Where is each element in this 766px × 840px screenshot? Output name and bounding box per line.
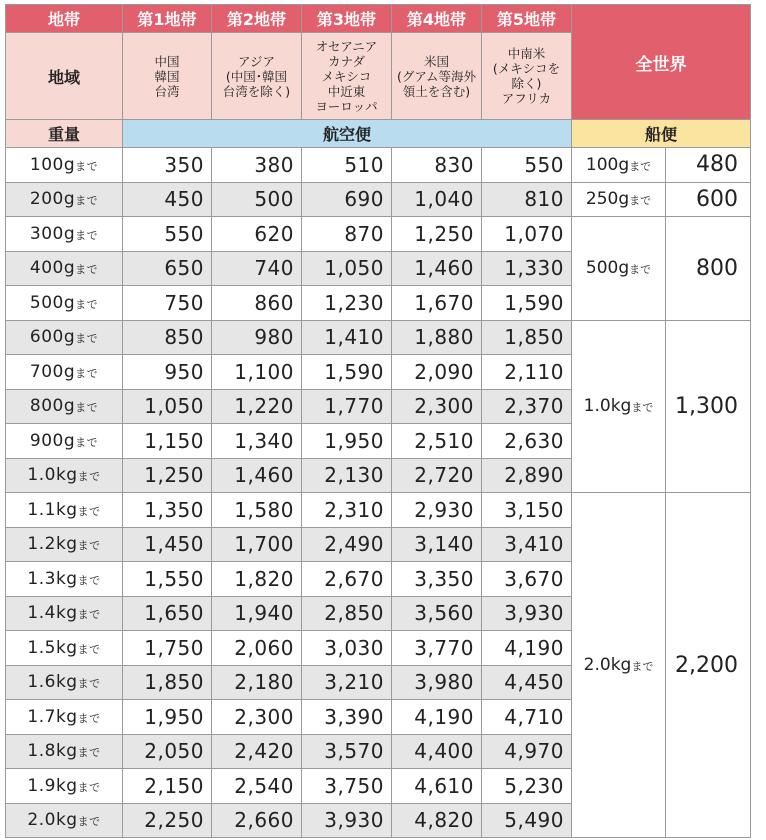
weight-unit: まで <box>77 677 101 691</box>
weight-value: 300g <box>29 223 76 244</box>
zone-2-price: 860 <box>212 286 302 321</box>
weight-cell <box>6 803 123 838</box>
weight-unit: まで <box>77 746 101 760</box>
seamail-weight-cell <box>572 182 666 217</box>
seamail-price: 600 <box>666 182 751 217</box>
zone-5-price: 5,490 <box>482 803 572 838</box>
zone-2-price: 1,700 <box>212 527 302 562</box>
weight-cell <box>6 355 123 390</box>
weight-unit: まで <box>77 642 101 656</box>
zone-4-price: 1,880 <box>392 320 482 355</box>
zone-3-price: 510 <box>302 148 392 183</box>
weight-value: 1.9kg <box>27 775 78 796</box>
weight-cell <box>6 389 123 424</box>
zone-5-price: 4,710 <box>482 700 572 735</box>
region-line: 台湾を除く) <box>222 83 291 99</box>
weight-value: 1.4kg <box>27 603 78 624</box>
zone-4-price: 2,930 <box>392 493 482 528</box>
zone-1-price: 350 <box>123 148 212 183</box>
weight-value: 1.6kg <box>27 672 78 693</box>
zone-1-price: 1,650 <box>123 596 212 631</box>
seamail-weight-cell <box>572 217 666 321</box>
zone-3-price: 3,390 <box>302 700 392 735</box>
weight-cell <box>6 286 123 321</box>
weight-cell <box>6 217 123 252</box>
zone-5-price: 3,150 <box>482 493 572 528</box>
weight-cell <box>6 148 123 183</box>
weight-value: 1.7kg <box>27 706 78 727</box>
zone-3-price: 3,570 <box>302 734 392 769</box>
weight-value: 700g <box>29 361 76 382</box>
zone-2-price: 1,460 <box>212 458 302 493</box>
zone-3-price: 3,030 <box>302 631 392 666</box>
region-line: ヨーロッパ <box>315 98 378 114</box>
zone-5-header: 第5地帯 <box>482 5 572 33</box>
zone-1-price: 2,150 <box>123 769 212 804</box>
weight-unit: まで <box>75 332 99 346</box>
seamail-weight-value: 250g <box>585 189 630 210</box>
region-line: カナダ <box>328 53 365 69</box>
zone-3-price: 1,590 <box>302 355 392 390</box>
zone-2-price: 2,060 <box>212 631 302 666</box>
zone-1-price: 450 <box>123 182 212 217</box>
weight-unit: まで <box>77 573 101 587</box>
region-line: 中近東 <box>327 83 366 99</box>
zone-4-price: 2,510 <box>392 424 482 459</box>
zone-4-price: 830 <box>392 148 482 183</box>
weight-unit: まで <box>75 366 99 380</box>
zone-3-price: 3,750 <box>302 769 392 804</box>
seamail-weight-unit: まで <box>629 159 652 173</box>
zone-2-price: 980 <box>212 320 302 355</box>
zone-3-price: 1,230 <box>302 286 392 321</box>
seamail-weight-value: 100g <box>585 154 630 175</box>
zone-3-header: 第3地帯 <box>302 5 392 33</box>
zone-4-header: 第4地帯 <box>392 5 482 33</box>
zone-1-price: 950 <box>123 355 212 390</box>
region-line: 領土を含む) <box>402 83 471 99</box>
zone-4-price: 3,770 <box>392 631 482 666</box>
weight-unit: まで <box>77 815 101 829</box>
rate-row <box>6 320 751 355</box>
weight-unit: まで <box>77 711 101 725</box>
zone-4-price: 4,610 <box>392 769 482 804</box>
zone-1-price: 1,750 <box>123 631 212 666</box>
seamail-weight-value: 2.0kg <box>583 655 632 675</box>
weight-unit: まで <box>75 194 99 208</box>
region-line: (中国･韓国 <box>225 68 288 84</box>
zone-3-price: 690 <box>302 182 392 217</box>
zone-2-price: 2,540 <box>212 769 302 804</box>
seamail-price: 2,200 <box>666 493 751 838</box>
zone-1-price: 1,450 <box>123 527 212 562</box>
zone-2-price: 2,180 <box>212 665 302 700</box>
region-line: 中南米 <box>507 46 546 61</box>
zone-4-price: 3,140 <box>392 527 482 562</box>
weight-unit: まで <box>77 608 101 622</box>
zone-header-row <box>6 5 751 33</box>
zone-2-price: 2,300 <box>212 700 302 735</box>
weight-unit: まで <box>77 470 101 484</box>
weight-cell <box>6 251 123 286</box>
weight-value: 200g <box>29 189 76 210</box>
region-line: 中国 <box>154 53 180 69</box>
weight-unit: まで <box>77 504 101 518</box>
rate-row <box>6 493 751 528</box>
weight-unit: まで <box>75 435 99 449</box>
zone-5-price: 2,110 <box>482 355 572 390</box>
zone-5-price: 4,970 <box>482 734 572 769</box>
region-line: 除く) <box>511 76 542 91</box>
weight-value: 400g <box>29 258 76 279</box>
weight-value: 900g <box>29 430 76 451</box>
zone-1-price: 1,050 <box>123 389 212 424</box>
seamail-price: 1,300 <box>666 320 751 493</box>
weight-value: 1.3kg <box>27 568 78 589</box>
zone-3-price: 2,850 <box>302 596 392 631</box>
zone-1-price: 1,550 <box>123 562 212 597</box>
weight-value: 1.8kg <box>27 741 78 762</box>
weight-unit: まで <box>75 297 99 311</box>
zone-3-price: 870 <box>302 217 392 252</box>
seamail-price: 480 <box>666 148 751 183</box>
seamail-weight-cell <box>572 320 666 493</box>
zone-1-regions <box>123 33 212 120</box>
zone-1-price: 550 <box>123 217 212 252</box>
zone-4-price: 4,190 <box>392 700 482 735</box>
weight-cell <box>6 320 123 355</box>
seamail-weight-unit: まで <box>631 401 654 415</box>
weight-cell <box>6 734 123 769</box>
zone-5-price: 2,890 <box>482 458 572 493</box>
weight-cell <box>6 182 123 217</box>
region-line: アジア <box>237 53 275 69</box>
weight-cell <box>6 665 123 700</box>
weight-unit: まで <box>75 401 99 415</box>
zone-2-price: 2,660 <box>212 803 302 838</box>
region-line: (メキシコを <box>492 61 561 76</box>
zone-2-header: 第2地帯 <box>212 5 302 33</box>
weight-value: 1.5kg <box>27 637 78 658</box>
weight-unit: まで <box>77 780 101 794</box>
region-line: アフリカ <box>501 91 552 106</box>
zone-3-price: 2,670 <box>302 562 392 597</box>
zone-4-price: 1,460 <box>392 251 482 286</box>
zone-3-price: 2,490 <box>302 527 392 562</box>
zone-4-price: 1,250 <box>392 217 482 252</box>
zone-1-price: 850 <box>123 320 212 355</box>
zone-4-price: 2,090 <box>392 355 482 390</box>
zone-4-regions <box>392 33 482 120</box>
zone-1-price: 1,950 <box>123 700 212 735</box>
weight-value: 100g <box>29 154 76 175</box>
postage-rate-table <box>5 4 751 838</box>
zone-2-price: 2,420 <box>212 734 302 769</box>
zone-5-price: 2,630 <box>482 424 572 459</box>
region-line: メキシコ <box>321 68 372 84</box>
weight-cell <box>6 527 123 562</box>
weight-value: 2.0kg <box>27 810 78 831</box>
region-line: (グアム等海外 <box>396 68 476 84</box>
region-line: 米国 <box>423 53 449 69</box>
zone-3-price: 1,410 <box>302 320 392 355</box>
weight-cell <box>6 458 123 493</box>
zone-5-price: 3,670 <box>482 562 572 597</box>
weight-cell <box>6 424 123 459</box>
weight-cell <box>6 700 123 735</box>
weight-unit: まで <box>75 263 99 277</box>
zone-2-price: 380 <box>212 148 302 183</box>
region-line: オセアニア <box>315 38 378 54</box>
zone-4-price: 2,300 <box>392 389 482 424</box>
rate-row <box>6 217 751 252</box>
zone-4-price: 3,980 <box>392 665 482 700</box>
rate-row <box>6 182 751 217</box>
weight-value: 1.1kg <box>27 499 78 520</box>
weight-value: 1.0kg <box>27 465 78 486</box>
zone-3-price: 2,310 <box>302 493 392 528</box>
weight-cell <box>6 596 123 631</box>
seamail-weight-cell <box>572 493 666 838</box>
zone-3-regions <box>302 33 392 120</box>
zone-2-regions <box>212 33 302 120</box>
rate-row <box>6 148 751 183</box>
zone-1-price: 650 <box>123 251 212 286</box>
zone-label: 地帯 <box>6 5 123 33</box>
zone-2-price: 1,340 <box>212 424 302 459</box>
zone-1-header: 第1地帯 <box>123 5 212 33</box>
zone-2-price: 620 <box>212 217 302 252</box>
zone-5-price: 1,070 <box>482 217 572 252</box>
zone-5-price: 810 <box>482 182 572 217</box>
zone-4-price: 1,040 <box>392 182 482 217</box>
zone-5-price: 1,850 <box>482 320 572 355</box>
zone-2-price: 500 <box>212 182 302 217</box>
seamail-weight-value: 500g <box>585 258 630 279</box>
zone-1-price: 1,150 <box>123 424 212 459</box>
zone-1-price: 1,850 <box>123 665 212 700</box>
zone-5-price: 3,930 <box>482 596 572 631</box>
zone-4-price: 1,670 <box>392 286 482 321</box>
weight-cell <box>6 562 123 597</box>
weight-value: 500g <box>29 292 76 313</box>
zone-2-price: 1,820 <box>212 562 302 597</box>
seamail-weight-cell <box>572 148 666 183</box>
weight-value: 600g <box>29 327 76 348</box>
zone-1-price: 2,250 <box>123 803 212 838</box>
weight-value: 1.2kg <box>27 534 78 555</box>
zone-3-price: 3,210 <box>302 665 392 700</box>
zone-2-price: 1,100 <box>212 355 302 390</box>
zone-3-price: 3,930 <box>302 803 392 838</box>
zone-5-price: 3,410 <box>482 527 572 562</box>
region-line: 韓国 <box>154 68 180 84</box>
zone-5-price: 4,450 <box>482 665 572 700</box>
zone-3-price: 2,130 <box>302 458 392 493</box>
weight-value: 800g <box>29 396 76 417</box>
seamail-weight-unit: まで <box>629 194 652 208</box>
zone-3-price: 1,770 <box>302 389 392 424</box>
zone-5-price: 5,230 <box>482 769 572 804</box>
zone-4-price: 2,720 <box>392 458 482 493</box>
zone-2-price: 1,580 <box>212 493 302 528</box>
seamail-price: 800 <box>666 217 751 321</box>
seamail-weight-unit: まで <box>629 263 652 277</box>
weight-cell <box>6 631 123 666</box>
region-label: 地域 <box>6 33 123 120</box>
weight-unit: まで <box>77 539 101 553</box>
zone-5-price: 1,590 <box>482 286 572 321</box>
zone-2-price: 740 <box>212 251 302 286</box>
airmail-header: 航空便 <box>123 120 572 148</box>
weight-unit: まで <box>75 228 99 242</box>
zone-4-price: 3,560 <box>392 596 482 631</box>
zone-1-price: 1,350 <box>123 493 212 528</box>
zone-4-price: 4,400 <box>392 734 482 769</box>
zone-5-price: 4,190 <box>482 631 572 666</box>
zone-1-price: 1,250 <box>123 458 212 493</box>
world-header: 全世界 <box>572 5 751 120</box>
zone-2-price: 1,940 <box>212 596 302 631</box>
zone-5-price: 550 <box>482 148 572 183</box>
weight-unit: まで <box>75 159 99 173</box>
zone-1-price: 2,050 <box>123 734 212 769</box>
weight-cell <box>6 493 123 528</box>
seamail-weight-unit: まで <box>631 660 654 673</box>
zone-4-price: 3,350 <box>392 562 482 597</box>
seamail-header: 船便 <box>572 120 751 148</box>
zone-1-price: 750 <box>123 286 212 321</box>
seamail-weight-value: 1.0kg <box>583 396 632 417</box>
service-header-row <box>6 120 751 148</box>
weight-label: 重量 <box>6 120 123 148</box>
zone-3-price: 1,950 <box>302 424 392 459</box>
zone-3-price: 1,050 <box>302 251 392 286</box>
region-line: 台湾 <box>154 83 180 99</box>
zone-5-price: 2,370 <box>482 389 572 424</box>
zone-5-regions <box>482 33 572 120</box>
zone-4-price: 4,820 <box>392 803 482 838</box>
weight-cell <box>6 769 123 804</box>
zone-5-price: 1,330 <box>482 251 572 286</box>
zone-2-price: 1,220 <box>212 389 302 424</box>
